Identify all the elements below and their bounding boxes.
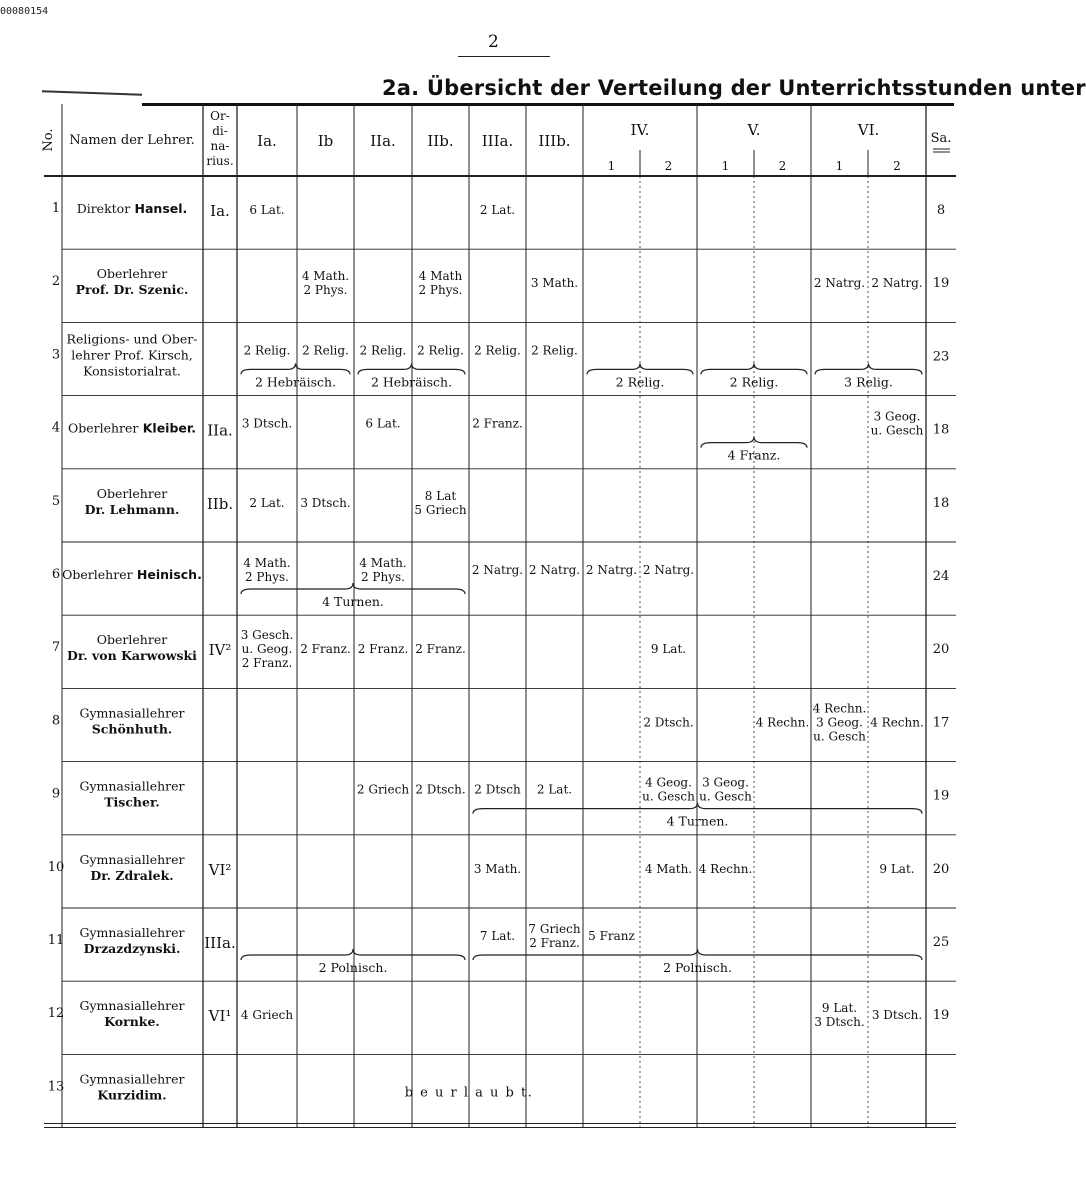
row-sum: 8 — [936, 203, 946, 218]
row-sum: 18 — [932, 495, 950, 511]
header-subgroup: 2 — [778, 159, 787, 173]
header-class: IIb. — [427, 132, 454, 150]
teacher-title: Gymnasiallehrer — [79, 1071, 185, 1087]
header-sum: Sa. — [930, 131, 952, 146]
span-brace — [241, 949, 465, 960]
cell-entry: 2 Natrg. — [471, 563, 524, 577]
cell-entry: 4 Math. — [644, 861, 693, 876]
cell-entry: u. Gesch — [813, 729, 866, 744]
header-subgroup: 1 — [721, 159, 730, 173]
teacher-title: Oberlehrer — [96, 266, 168, 282]
teacher-name: Dr. Lehmann. — [84, 501, 180, 517]
row-number: 5 — [51, 493, 61, 509]
row-number: 10 — [47, 859, 65, 875]
cell-entry: 2 Natrg. — [813, 276, 866, 291]
cell-entry: 2 Relig. — [417, 343, 464, 358]
cell-entry: 2 Relig. — [531, 343, 578, 358]
page-number-rule — [458, 56, 550, 57]
table-bottom-rule-double — [44, 1127, 956, 1128]
ordinarius-class: Ia. — [210, 202, 230, 220]
header-class: Ia. — [257, 132, 277, 150]
span-text: 2 Hebräisch. — [370, 374, 453, 390]
cell-entry: 3 Gesch. — [240, 628, 294, 643]
archive-stamp: 00080154 — [0, 6, 49, 17]
cell-entry: 2 Franz. — [472, 416, 523, 431]
ordinarius-class: VI² — [208, 860, 232, 879]
cell-entry: 2 Franz. — [357, 642, 409, 657]
cell-entry: 2 Natrg. — [585, 563, 638, 577]
cell-entry: 2 Phys. — [244, 570, 290, 584]
cell-entry: 3 Dtsch. — [300, 495, 351, 510]
row-sum: 20 — [932, 861, 950, 877]
span-brace — [241, 583, 465, 594]
span-text: 2 Relig. — [615, 374, 665, 390]
row-sum: 19 — [932, 1008, 950, 1024]
span-text: 2 Relig. — [729, 374, 779, 390]
cell-entry: 9 Lat. — [821, 1001, 858, 1016]
row-sum: 19 — [932, 788, 950, 804]
teacher-title: Gymnasiallehrer — [79, 925, 185, 940]
row-number: 9 — [51, 786, 61, 802]
span-text: 2 Hebräisch. — [254, 374, 337, 390]
row-number: 4 — [51, 420, 61, 436]
cell-entry: 2 Relig. — [359, 343, 407, 358]
header-ordinarius: na- — [210, 139, 230, 153]
cell-entry: u. Geog. — [241, 642, 293, 657]
header-class: IIa. — [370, 132, 396, 150]
cell-entry: 3 Math. — [530, 276, 579, 291]
cell-entry: 2 Dtsch. — [415, 782, 466, 797]
ordinarius-class: VI¹ — [208, 1007, 232, 1026]
cell-entry: 4 Math. — [243, 556, 291, 570]
cell-entry: 2 Phys. — [418, 283, 463, 298]
cell-entry: 3 Geog. — [816, 715, 863, 730]
span-brace — [241, 363, 350, 374]
teacher-title: Konsistorialrat. — [83, 363, 181, 379]
row-number: 2 — [51, 274, 61, 290]
row-sum: 24 — [932, 569, 950, 584]
cell-entry: 5 Griech — [414, 502, 467, 517]
teacher-title: Oberlehrer — [96, 632, 168, 648]
span-text: 4 Turnen. — [322, 594, 384, 609]
header-class: IIIa. — [481, 132, 514, 150]
header-name: Namen der Lehrer. — [69, 133, 195, 148]
cell-entry: 4 Rechn. — [755, 715, 810, 730]
cell-entry: 3 Dtsch. — [814, 1015, 865, 1030]
row-number: 12 — [47, 1006, 65, 1022]
ordinarius-class: IIa. — [207, 421, 233, 440]
cell-entry: 2 Relig. — [302, 343, 349, 358]
cell-entry: 3 Geog. — [702, 775, 749, 790]
header-ordinarius: di- — [212, 124, 228, 138]
teacher-name: Oberlehrer Kleiber. — [67, 420, 197, 436]
table-bottom-rule — [44, 1123, 956, 1124]
ordinarius-class: IIb. — [206, 494, 234, 513]
cell-entry: 7 Griech — [528, 922, 581, 936]
cell-entry: 2 Lat. — [479, 203, 516, 217]
teacher-name: Kornke. — [104, 1014, 160, 1030]
row-number: 7 — [51, 640, 61, 656]
header-subgroup: 1 — [835, 159, 844, 173]
row-sum: 18 — [932, 422, 950, 438]
cell-entry: 4 Geog. — [645, 775, 692, 790]
teacher-title: Gymnasiallehrer — [79, 705, 185, 721]
cell-entry: 3 Geog. — [873, 409, 921, 424]
teacher-name: Tischer. — [104, 794, 160, 810]
span-brace — [815, 363, 922, 374]
row-number: 1 — [51, 201, 61, 216]
left-margin-mark — [42, 90, 142, 95]
header-ordinarius: Or- — [210, 109, 230, 123]
span-text: 4 Turnen. — [666, 813, 729, 829]
cell-entry: 2 Franz. — [529, 936, 580, 950]
teacher-name: Dr. von Karwowski — [67, 648, 197, 664]
cell-entry: 2 Franz. — [415, 642, 466, 657]
ordinarius-class: IIIa. — [204, 934, 236, 952]
teacher-name: Dr. Zdralek. — [90, 867, 174, 883]
page-title: 2a. Übersicht der Verteilung der Unterrichtsstunden unter — [382, 76, 1086, 100]
cell-entry: 2 Lat. — [536, 782, 573, 797]
header-group: VI. — [857, 121, 880, 139]
row-number: 13 — [47, 1079, 65, 1095]
ordinarius-class: IV² — [208, 641, 232, 660]
span-text: 4 Franz. — [727, 447, 781, 463]
cell-entry: 2 Natrg. — [528, 563, 581, 577]
teacher-name: Drzazdzynski. — [83, 941, 181, 956]
row-number: 3 — [51, 347, 61, 363]
cell-entry: 5 Franz — [588, 929, 635, 943]
cell-entry: 2 Dtsch. — [643, 715, 694, 730]
cell-entry: 3 Math. — [473, 861, 522, 876]
cell-entry: 2 Natrg. — [871, 276, 923, 291]
teacher-name: Direktor Hansel. — [76, 201, 188, 216]
cell-entry: u. Gesch — [870, 423, 924, 438]
header-ordinarius: rius. — [206, 154, 234, 168]
header-subgroup: 2 — [893, 159, 901, 173]
cell-entry: u. Gesch — [699, 789, 752, 804]
teacher-title: lehrer Prof. Kirsch, — [71, 347, 193, 363]
row-sum: 19 — [932, 276, 950, 292]
row-number: 8 — [51, 713, 61, 729]
cell-entry: 2 Relig. — [474, 343, 521, 358]
row-note: b e u r l a u b t. — [404, 1085, 534, 1101]
row-sum: 25 — [932, 935, 950, 950]
cell-entry: 9 Lat. — [650, 642, 687, 657]
cell-entry: 4 Rechn. — [870, 715, 924, 730]
row-sum: 17 — [932, 715, 950, 731]
teacher-title: Oberlehrer — [96, 485, 168, 501]
cell-entry: 2 Natrg. — [642, 563, 695, 577]
cell-entry: u. Gesch — [642, 789, 695, 804]
header-class: IIIb. — [538, 132, 571, 150]
header-group: V. — [747, 121, 761, 139]
span-text: 3 Relig. — [844, 374, 893, 390]
page-number: 2 — [488, 32, 499, 52]
cell-entry: 2 Franz. — [241, 656, 293, 671]
cell-entry: 4 Griech — [240, 1008, 294, 1023]
teacher-name: Kurzidim. — [97, 1087, 167, 1103]
teaching-hours-table — [41, 102, 956, 1126]
cell-entry: 6 Lat. — [249, 203, 285, 217]
teacher-title: Religions- und Ober- — [66, 331, 198, 347]
header-no: No. — [41, 128, 56, 152]
span-text: 2 Polnisch. — [663, 960, 732, 975]
teacher-title: Gymnasiallehrer — [79, 778, 185, 794]
row-sum: 23 — [932, 349, 950, 365]
teacher-title: Gymnasiallehrer — [79, 851, 185, 867]
cell-entry: 2 Relig. — [243, 343, 291, 358]
cell-entry: 2 Griech — [356, 782, 410, 797]
teacher-name: Schönhuth. — [91, 721, 173, 737]
header-subgroup: 2 — [664, 159, 673, 173]
row-number: 11 — [47, 933, 65, 948]
header-subgroup: 1 — [607, 159, 616, 173]
teacher-name: Prof. Dr. Szenic. — [75, 282, 189, 298]
span-text: 2 Polnisch. — [318, 960, 388, 975]
cell-entry: 2 Phys. — [360, 570, 406, 584]
cell-entry: 3 Dtsch. — [871, 1008, 923, 1023]
cell-entry: 4 Rechn. — [812, 701, 867, 716]
cell-entry: 7 Lat. — [479, 929, 516, 943]
cell-entry: 4 Math — [418, 269, 463, 284]
cell-entry: 2 Dtsch — [474, 782, 521, 797]
teacher-title: Gymnasiallehrer — [79, 998, 185, 1014]
cell-entry: 9 Lat. — [879, 861, 915, 876]
cell-entry: 2 Phys. — [303, 283, 348, 298]
row-sum: 20 — [932, 642, 950, 658]
cell-entry: 4 Math. — [301, 269, 350, 284]
cell-entry: 3 Dtsch. — [241, 416, 293, 431]
row-number: 6 — [51, 567, 61, 582]
cell-entry: 8 Lat — [424, 488, 457, 503]
teacher-name: Oberlehrer Heinisch. — [62, 567, 202, 582]
cell-entry: 2 Franz. — [300, 642, 351, 657]
cell-entry: 4 Rechn. — [698, 861, 753, 876]
header-class: Ib — [317, 132, 334, 150]
header-group: IV. — [630, 121, 650, 139]
cell-entry: 2 Lat. — [249, 495, 285, 510]
cell-entry: 4 Math. — [359, 556, 407, 570]
cell-entry: 6 Lat. — [365, 416, 401, 431]
